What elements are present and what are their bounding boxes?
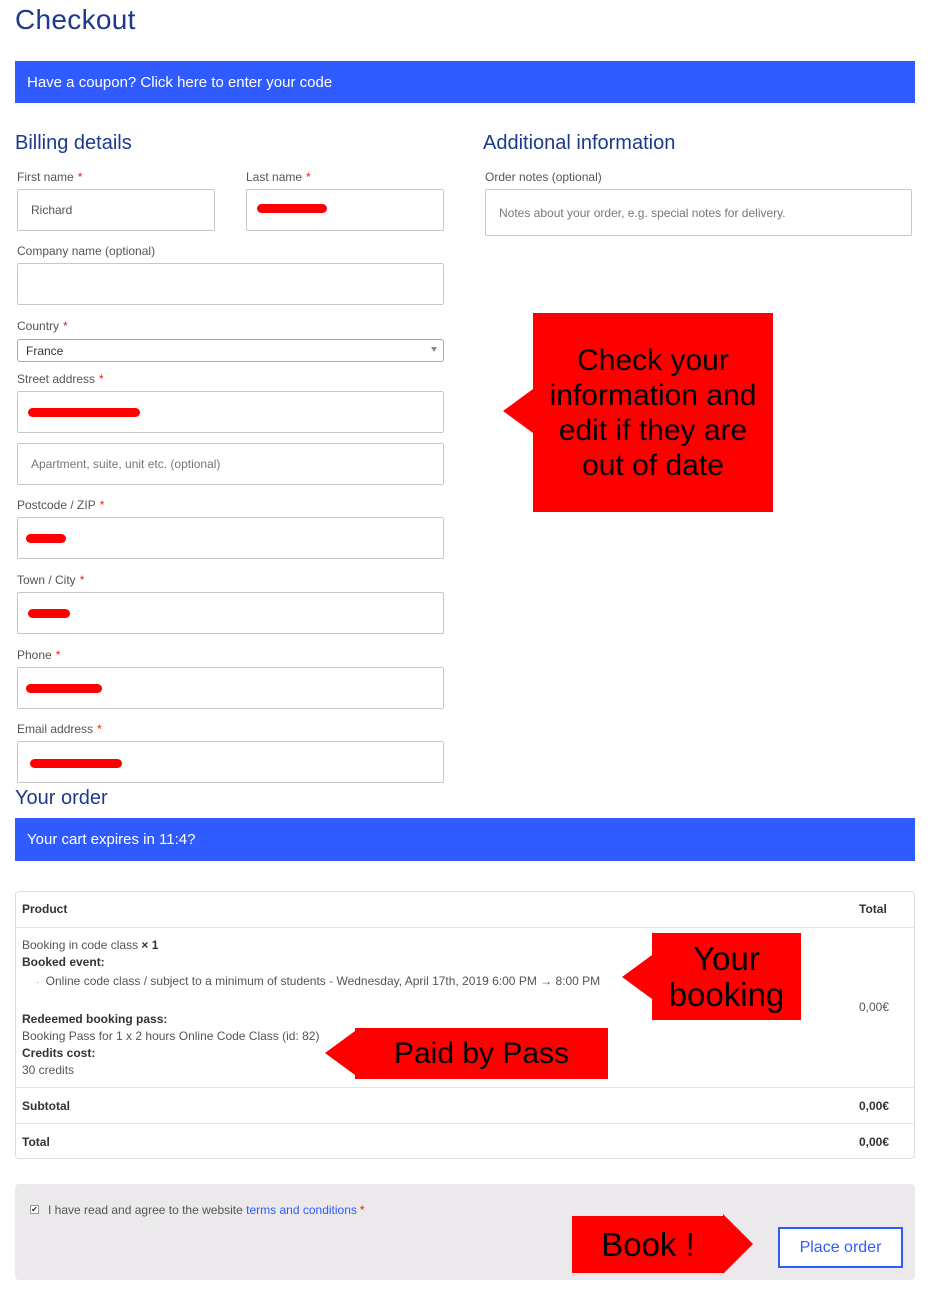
street-input[interactable] bbox=[17, 391, 444, 433]
subtotal-value: 0,00€ bbox=[859, 1099, 890, 1113]
item-name: Booking in code class × 1 bbox=[22, 938, 159, 952]
credits-value: 30 credits bbox=[22, 1063, 75, 1077]
booked-event-label: Booked event: bbox=[22, 955, 105, 969]
annotation-paid-by-pass: Paid by Pass bbox=[355, 1028, 608, 1079]
redaction-mark bbox=[257, 204, 327, 213]
street-line2-input[interactable]: Apartment, suite, unit etc. (optional) bbox=[17, 443, 444, 485]
cart-timer-bar: Your cart expires in 11:4? bbox=[15, 818, 915, 861]
terms-checkbox[interactable]: ✔ bbox=[31, 1205, 38, 1214]
first-name-input[interactable]: Richard bbox=[17, 189, 215, 231]
company-input[interactable] bbox=[17, 263, 444, 305]
phone-label: Phone * bbox=[17, 648, 61, 662]
annotation-arrow bbox=[723, 1214, 753, 1274]
payment-box bbox=[15, 1184, 915, 1280]
total-value: 0,00€ bbox=[859, 1135, 890, 1149]
last-name-label: Last name * bbox=[246, 170, 311, 184]
order-heading: Your order bbox=[15, 787, 108, 809]
postcode-input[interactable] bbox=[17, 517, 444, 559]
city-label: Town / City * bbox=[17, 573, 85, 587]
col-product-header: Product bbox=[22, 902, 68, 916]
place-order-button[interactable]: Place order bbox=[778, 1227, 903, 1268]
company-label: Company name (optional) bbox=[17, 244, 156, 258]
first-name-label: First name * bbox=[17, 170, 83, 184]
annotation-book: Book ! bbox=[572, 1216, 724, 1273]
redaction-mark bbox=[28, 408, 140, 417]
annotation-your-booking: Your booking bbox=[652, 933, 801, 1020]
additional-heading: Additional information bbox=[483, 132, 676, 154]
total-label: Total bbox=[22, 1135, 50, 1149]
row-divider bbox=[16, 1087, 914, 1088]
coupon-bar[interactable] bbox=[15, 61, 915, 103]
redeemed-label: Redeemed booking pass: bbox=[22, 1012, 168, 1026]
redaction-mark bbox=[30, 759, 122, 768]
annotation-arrow bbox=[503, 389, 533, 433]
item-total: 0,00€ bbox=[859, 1000, 890, 1014]
redaction-mark bbox=[26, 534, 66, 543]
credits-label: Credits cost: bbox=[22, 1046, 96, 1060]
annotation-arrow bbox=[622, 955, 652, 999]
terms-link[interactable]: terms and conditions bbox=[246, 1203, 357, 1217]
email-label: Email address * bbox=[17, 722, 102, 736]
redaction-mark bbox=[28, 609, 70, 618]
terms-text: I have read and agree to the website terms and conditions * bbox=[48, 1203, 365, 1217]
city-input[interactable] bbox=[17, 592, 444, 634]
redaction-mark bbox=[26, 684, 102, 693]
last-name-input[interactable] bbox=[246, 189, 444, 231]
postcode-label: Postcode / ZIP * bbox=[17, 498, 105, 512]
annotation-check-info: Check your information and edit if they are out of date bbox=[533, 313, 773, 512]
email-input[interactable] bbox=[17, 741, 444, 783]
phone-input[interactable] bbox=[17, 667, 444, 709]
order-notes-textarea[interactable]: Notes about your order, e.g. special notes for delivery. bbox=[485, 189, 912, 236]
order-notes-label: Order notes (optional) bbox=[485, 170, 602, 184]
annotation-arrow bbox=[325, 1031, 355, 1075]
row-divider bbox=[16, 927, 914, 928]
coupon-link[interactable]: Have a coupon? Click here to enter your code bbox=[27, 73, 333, 91]
country-select[interactable]: France bbox=[17, 339, 444, 362]
country-label: Country * bbox=[17, 319, 68, 333]
page-title: Checkout bbox=[15, 4, 136, 35]
subtotal-label: Subtotal bbox=[22, 1099, 70, 1113]
street-label: Street address * bbox=[17, 372, 104, 386]
redeemed-value: Booking Pass for 1 x 2 hours Online Code Class (id: 82) bbox=[22, 1029, 320, 1043]
billing-heading: Billing details bbox=[15, 132, 132, 154]
col-total-header: Total bbox=[859, 902, 887, 916]
row-divider bbox=[16, 1123, 914, 1124]
bullet-icon: · bbox=[36, 978, 39, 987]
chevron-down-icon bbox=[431, 347, 437, 352]
booked-event-value: · Online code class / subject to a minimum of students - Wednesday, April 17th, 2019 6:00 PM → 8:00 PM bbox=[36, 974, 601, 988]
order-table bbox=[15, 891, 915, 1159]
